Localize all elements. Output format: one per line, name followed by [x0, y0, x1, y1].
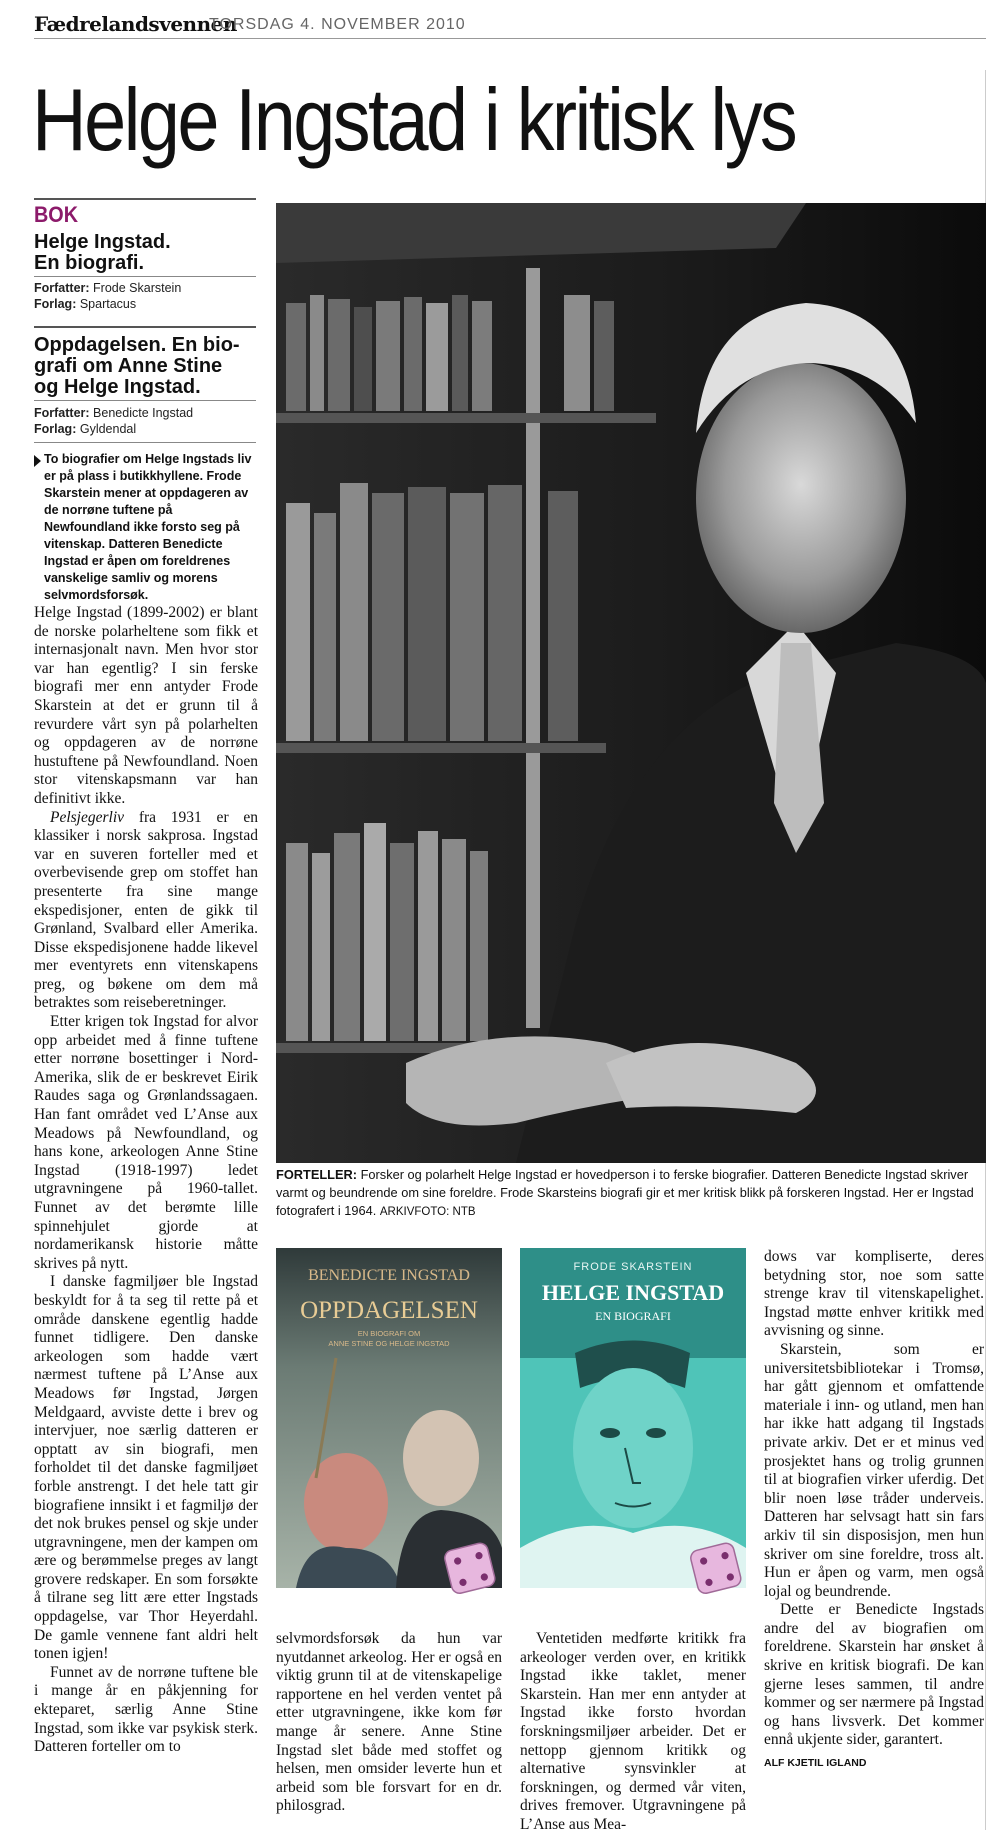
caption-label: FORTELLER:: [276, 1167, 358, 1182]
sidebar-rule: [34, 400, 256, 401]
paragraph: dows var kompliserte, deres betydning stor, noe som satte strenge krav til vitenskapelighet. Ingstad møtte enhver kritikk med avvisning og sinne.: [764, 1248, 984, 1340]
book-cover-helge-ingstad: [520, 1248, 746, 1588]
cover-1-title: OPPDAGELSEN: [300, 1297, 478, 1324]
paragraph: [34, 809, 258, 1014]
paragraph: Funnet av de norrøne tuftene ble i mange år en påkjenning for ekteparet, særlig Anne Stine Ingstad, som ikke var psykisk sterk. Datteren forteller om to: [34, 1663, 258, 1756]
dice-rating-icon: [442, 1540, 500, 1598]
sidebar-rule: [34, 442, 256, 443]
sidebar-rule: [34, 198, 256, 200]
book-1-publisher: Spartacus: [79, 297, 137, 311]
article-column-4: [764, 1248, 984, 1773]
book-2-title-line: Oppdagelsen. En bio-: [34, 334, 240, 356]
book-1-title-line: En biografi.: [34, 252, 144, 274]
book-title-italic: Pelsjegerliv: [50, 808, 125, 826]
paragraph-text: fra 1931 er en klassiker i norsk sakprosa. Ingstad var en suveren forteller med et overbevisende grep om stoffet han presenterte fra sine mange ekspedisjoner, enten de gikk til Grønland, Svalbard eller Amerika. Disse ekspedisjonene hadde likevel mer eventyrets enn vitenskapens preg, og bøkene om dem må betraktes som reiseberetninger.: [34, 808, 259, 1012]
arrow-right-icon: [34, 455, 41, 467]
dice-icon: [442, 1540, 500, 1598]
newspaper-logo: Fædrelandsvennen: [34, 12, 237, 36]
paragraph: Etter krigen tok Ingstad for alvor opp arbeidet med å finne tuftene etter norrøne bosettinger i Nord-Amerika, slik de er beskrevet Eirik Raudes saga og Grønlandssagaen. Han fant området ved L’Anse aux Meadows på Newfoundland, og hans kone, arkeologen Anne Stine Ingstad (1918-1997) ledet utgravningene på 1960-tallet. Funnet av det berømte lille spinnehjulet gjorde at nordamerikansk historie måtte skrives på nytt.: [34, 1013, 258, 1272]
publisher-label: Forlag:: [34, 422, 77, 436]
headline: Helge Ingstad i kritisk lys: [32, 70, 796, 169]
book-2-title-line: grafi om Anne Stine: [34, 355, 223, 377]
book-1-meta: [34, 280, 256, 312]
book-2-title-line: og Helge Ingstad.: [34, 376, 201, 398]
sidebar-rule: [34, 326, 256, 328]
book-2-author: Benedicte Ingstad: [93, 406, 194, 420]
masthead: [34, 10, 986, 39]
paragraph: Dette er Benedicte Ingstads andre del av biografien om foreldrene. Skarstein har ønsket å skrive en kritisk biografi. De kan gjerne leses sammen, til andre kommer og ser nærmere på Ingstad og hans livsverk. Det kommer ennå ukjente sider, garantert.: [764, 1601, 984, 1749]
book-1-author: Frode Skarstein: [93, 281, 182, 295]
book-cover-oppdagelsen: [276, 1248, 502, 1588]
issue-date: TORSDAG 4. NOVEMBER 2010: [209, 16, 466, 33]
photo-credit: ARKIVFOTO: NTB: [379, 1206, 476, 1218]
cover-1-subtitle: ANNE STINE OG HELGE INGSTAD: [328, 1339, 450, 1348]
dice-icon: [688, 1540, 746, 1598]
dice-rating-icon: [688, 1540, 746, 1598]
paragraph: Helge Ingstad (1899-2002) er blant de norske polarheltene som fikk et internasjonalt navn. Men hvor stor var han egentlig? I sin ferske biografi mer enn antyder Frode Skarstein at det er grunn til å revurdere vårt syn på polarhelten og oppdageren av de norrøne hustuftene på Newfoundland. Noen stor vitenskapsmann var han definitivt ikke.: [34, 604, 258, 807]
sidebar-rule: [34, 276, 256, 277]
author-label: Forfatter:: [34, 281, 90, 295]
book-1-title-line: Helge Ingstad.: [34, 231, 171, 253]
cover-1-illustration: [276, 1248, 502, 1588]
byline: ALF KJETIL IGLAND: [764, 1757, 867, 1770]
book-2-title: [34, 335, 256, 398]
publisher-label: Forlag:: [34, 297, 77, 311]
book-1-title: [34, 232, 256, 274]
caption-text: Forsker og polarhelt Helge Ingstad er hovedperson i to ferske biografier. Datteren Benedicte Ingstad skriver varmt og beundrende om sine foreldre. Frode Skarsteins biografi gir et mer kritisk blikk på forskeren Ingstad. Her er Ingstad fotografert i 1964.: [276, 1167, 974, 1218]
cover-2-subtitle: EN BIOGRAFI: [595, 1309, 671, 1323]
article-column-1: [34, 604, 258, 1757]
book-2-publisher: Gyldendal: [79, 422, 137, 436]
cover-2-author: FRODE SKARSTEIN: [573, 1261, 693, 1273]
photo-caption: [276, 1166, 986, 1221]
lede: [34, 451, 256, 604]
article-column-3: [520, 1630, 746, 1835]
cover-1-subtitle: EN BIOGRAFI OM: [357, 1329, 421, 1338]
paragraph: Ventetiden medførte kritikk fra arkeologer verden over, en kritikk Ingstad ikke taklet, mener Skarstein. Han mer enn antyder at Ingstad ikke forsto hvordan forskningsmiljøer arbeider. Det er nettopp gjennom kritikk og alternative synsvinkler at forskningen, og dermed vår viten, drives fremover. Utgravningene på L’Anse aus Mea-: [520, 1630, 746, 1833]
portrait-photo-illustration: [276, 203, 986, 1163]
main-photo: [276, 203, 986, 1163]
section-label: BOK: [34, 202, 79, 227]
cover-2-title: HELGE INGSTAD: [541, 1280, 725, 1305]
lede-text: To biografier om Helge Ingstads liv er på plass i butikkhyllene. Frode Skarstein mener at oppdageren av de norrøne tuftene på Newfoundland ikke forsto seg på vitenskap. Datteren Benedicte Ingstad er åpen om foreldrenes vanskelige samliv og morens selvmordsforsøk.: [44, 452, 252, 602]
paragraph: Skarstein, som er universitetsbibliotekar i Tromsø, har gått gjennom et omfattende materiale i inn- og utland, men han har ikke hatt adgang til Ingstads private arkiv. Det er et minus ved prosjektet hans og trolig grunnen til at biografien virker uferdig. Det blir noen løse tråder underveis. Datteren har selvsagt hatt sin fars arkiv til sin disposisjon, men hun skriver om sine foreldre, tross alt. Hun er åpen og varm, men også lojal og beundrende.: [764, 1340, 984, 1600]
book-2-meta: [34, 405, 256, 437]
cover-1-author: BENEDICTE INGSTAD: [308, 1267, 470, 1284]
cover-2-illustration: [520, 1248, 746, 1588]
paragraph: selvmordsforsøk da hun var nyutdannet arkeolog. Her er også en viktig grunn til at de vitenskapelige rapportene en hel verden ventet på etter utgravningene, ikke kom før mange år senere. Anne Stine Ingstad slet både med stoffet og helsen, men omsider leverte hun et arbeid som ble forsvart for en dr. philosgrad.: [276, 1630, 502, 1815]
author-label: Forfatter:: [34, 406, 90, 420]
article-column-2: [276, 1630, 502, 1816]
paragraph: I danske fagmiljøer ble Ingstad beskyldt for å ta seg til rette på et område danskene egentlig hadde funnet tidligere. Den danske arkeologen som hadde vært nærmest tuftene på L’Anse aux Meadows før Ingstad, Jørgen Meldgaard, avviste dette i brev og intervjuer, noe særlig datteren er opptatt av sin biografi, men forholdet til det danske fagmiljøet forble anstrengt. I det hele tatt gir biografiene innsikt i et fagmiljø der det nok brukes pensel og skje under utgravningene, men der kampen om ære og berømmelse preges av langt grovere redskaper. En som forsøkte å tilrane seg litt ære etter Ingstads oppdagelse, var Thor Heyerdahl. De gamle vennene fant aldri helt tonen igjen!: [34, 1273, 258, 1663]
